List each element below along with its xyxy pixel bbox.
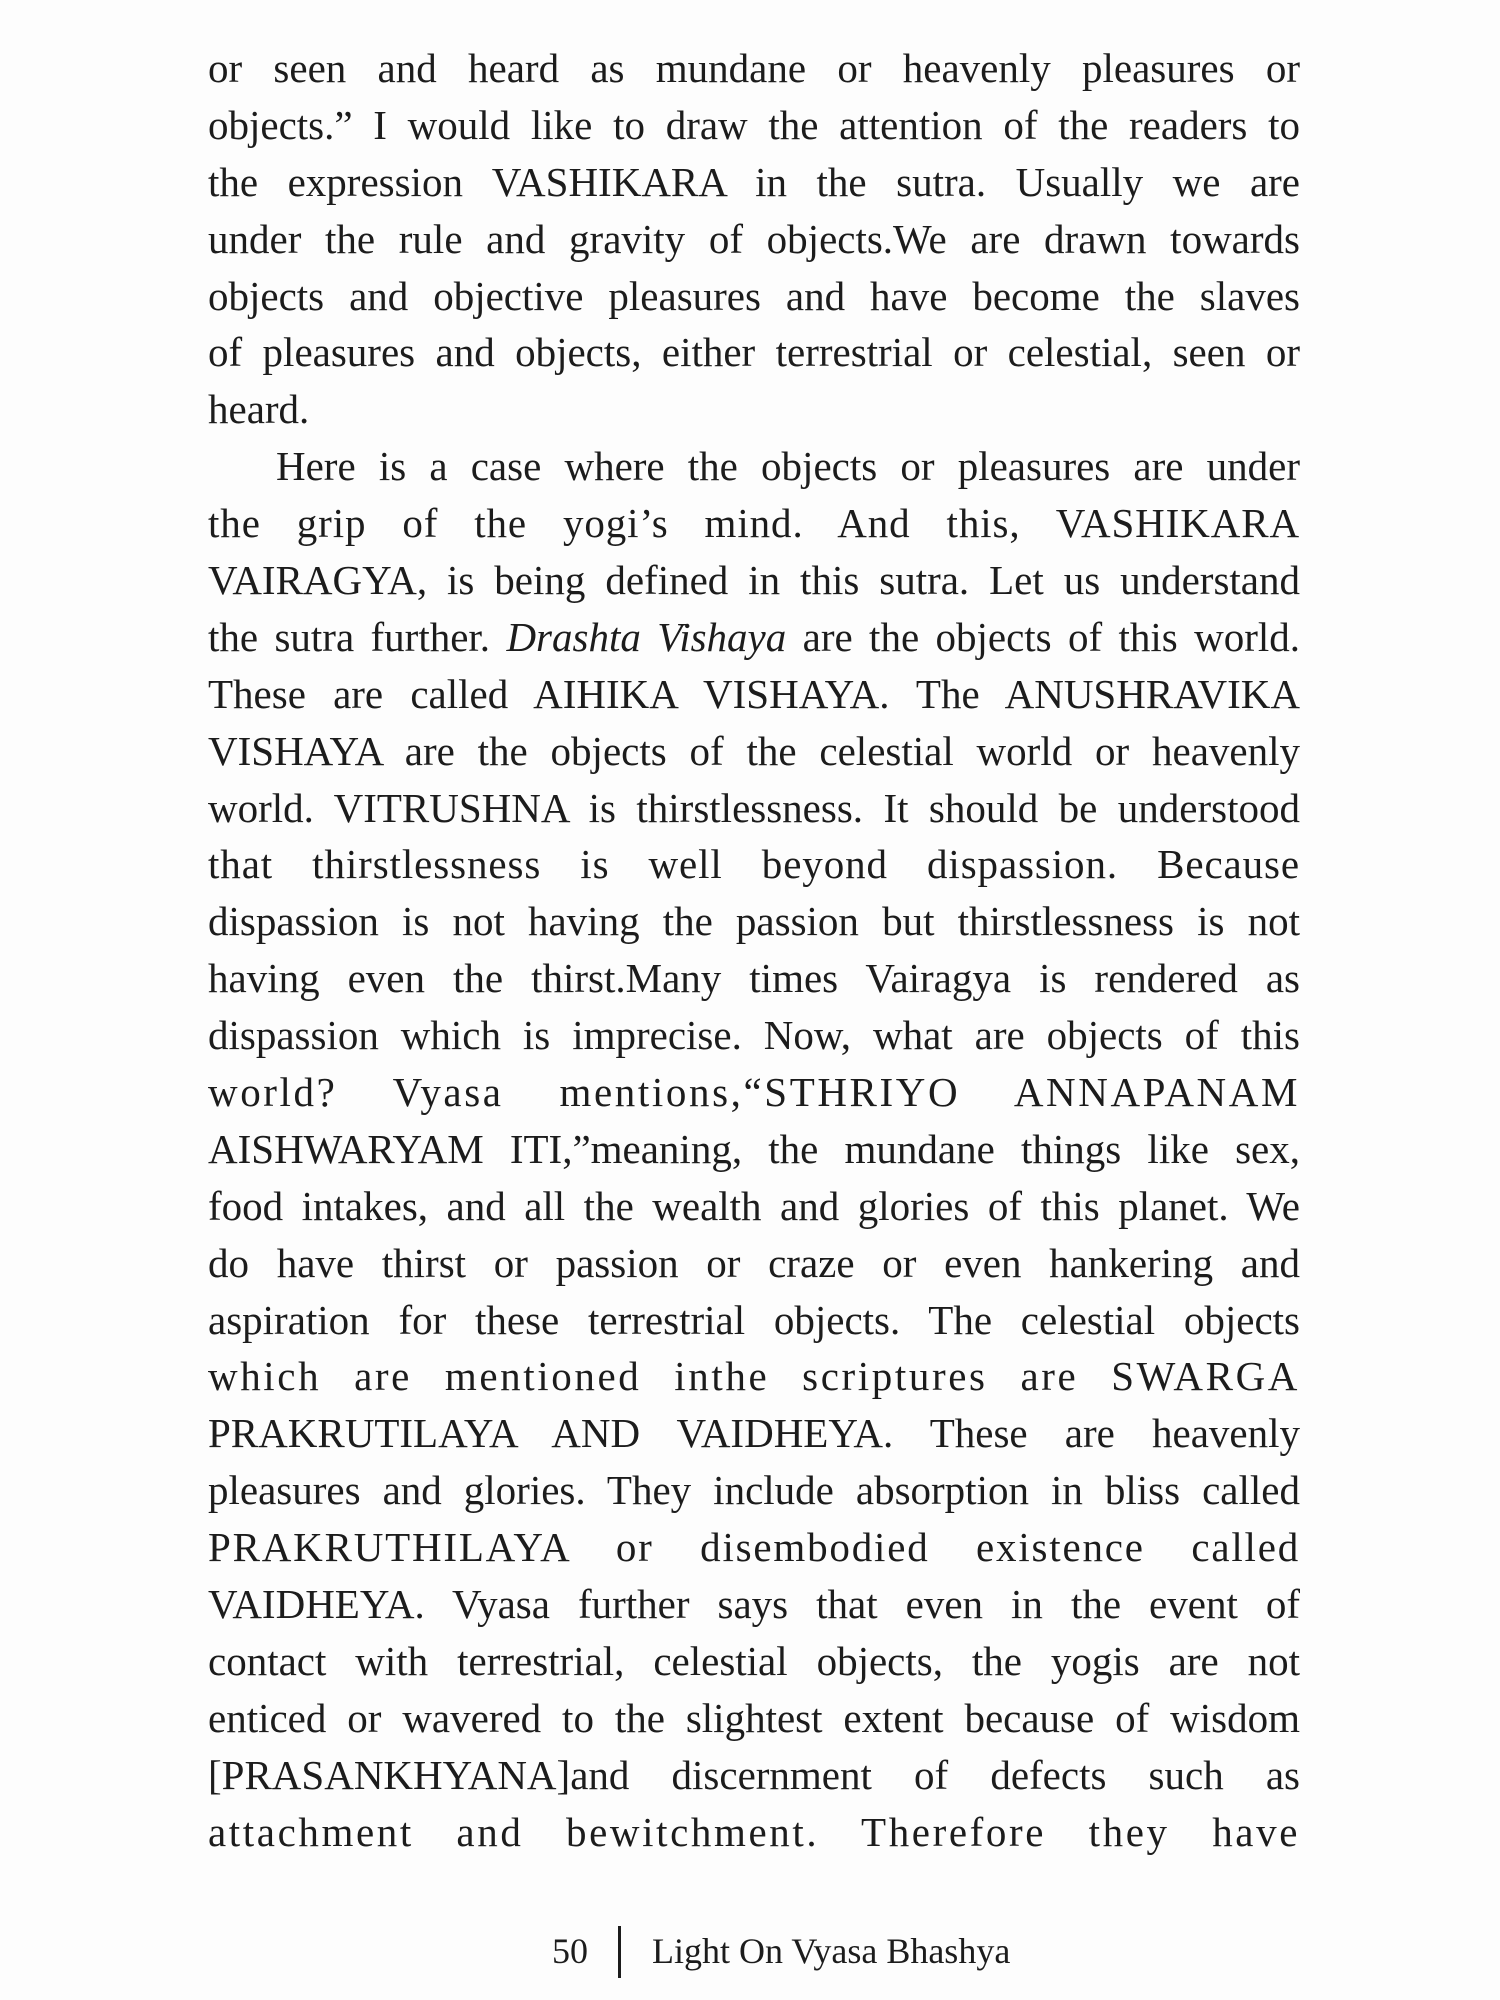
text-line: objects and objective pleasures and have become the slaves xyxy=(208,272,1300,319)
text-line: dispassion is not having the passion but thirstlessness is not xyxy=(208,898,1300,945)
text-line: VAIRAGYA, is being defined in this sutra. Let us understand xyxy=(208,557,1300,604)
text-line: do have thirst or passion or craze or even hankering and xyxy=(208,1239,1300,1286)
text-line: contact with terrestrial, celestial objects, the yogis are not xyxy=(208,1637,1300,1684)
text-line: world. VITRUSHNA is thirstlessness. It should be understood xyxy=(208,784,1300,831)
text-line: VISHAYA are the objects of the celestial world or heavenly xyxy=(208,727,1300,774)
text-line: PRAKRUTHILAYA or disembodied existence called xyxy=(208,1524,1300,1571)
footer-divider xyxy=(618,1926,621,1978)
text-line: having even the thirst.Many times Vairagya is rendered as xyxy=(208,955,1300,1002)
text-line: that thirstlessness is well beyond dispassion. Because xyxy=(208,841,1300,888)
text-line: objects.” I would like to draw the attention of the readers to xyxy=(208,101,1300,148)
text-line: [PRASANKHYANA]and discernment of defects such as xyxy=(208,1751,1300,1798)
text-line: food intakes, and all the wealth and glories of this planet. We xyxy=(208,1182,1300,1229)
body-text xyxy=(208,40,1300,1861)
text-segment: are the objects of this world. xyxy=(802,613,1300,660)
text-line: world? Vyasa mentions,“STHRIYO ANNAPANAM xyxy=(208,1069,1300,1116)
text-line: pleasures and glories. They include absorption in bliss called xyxy=(208,1467,1300,1514)
text-line: which are mentioned inthe scriptures are SWARGA xyxy=(208,1353,1300,1400)
text-line: VAIDHEYA. Vyasa further says that even in the event of xyxy=(208,1581,1300,1628)
paragraph-start-line: Here is a case where the objects or pleasures are under xyxy=(276,443,1300,490)
text-line: These are called AIHIKA VISHAYA. The ANUSHRAVIKA xyxy=(208,670,1300,717)
text-line: of pleasures and objects, either terrestrial or celestial, seen or xyxy=(208,329,1300,376)
text-line: the expression VASHIKARA in the sutra. Usually we are xyxy=(208,158,1300,205)
text-line: heard. xyxy=(208,386,310,433)
text-line: aspiration for these terrestrial objects. The celestial objects xyxy=(208,1296,1300,1343)
text-line-with-italic xyxy=(208,609,1300,666)
page-number: 50 xyxy=(552,1931,588,1971)
text-line: attachment and bewitchment. Therefore they have xyxy=(208,1808,1300,1855)
text-line: enticed or wavered to the slightest extent because of wisdom xyxy=(208,1694,1300,1741)
text-segment: the sutra further. xyxy=(208,613,491,660)
page-footer xyxy=(0,1930,1500,1980)
book-title: Light On Vyasa Bhashya xyxy=(652,1931,1011,1971)
text-line: under the rule and gravity of objects.We are drawn towards xyxy=(208,215,1300,262)
text-line: the grip of the yogi’s mind. And this, VASHIKARA xyxy=(208,500,1300,547)
text-line: or seen and heard as mundane or heavenly pleasures or xyxy=(208,45,1300,91)
text-line: AISHWARYAM ITI,”meaning, the mundane things like sex, xyxy=(208,1125,1300,1172)
text-line: dispassion which is imprecise. Now, what are objects of this xyxy=(208,1012,1300,1059)
text-line: PRAKRUTILAYA AND VAIDHEYA. These are heavenly xyxy=(208,1410,1300,1457)
italic-term: Drashta Vishaya xyxy=(506,613,787,660)
